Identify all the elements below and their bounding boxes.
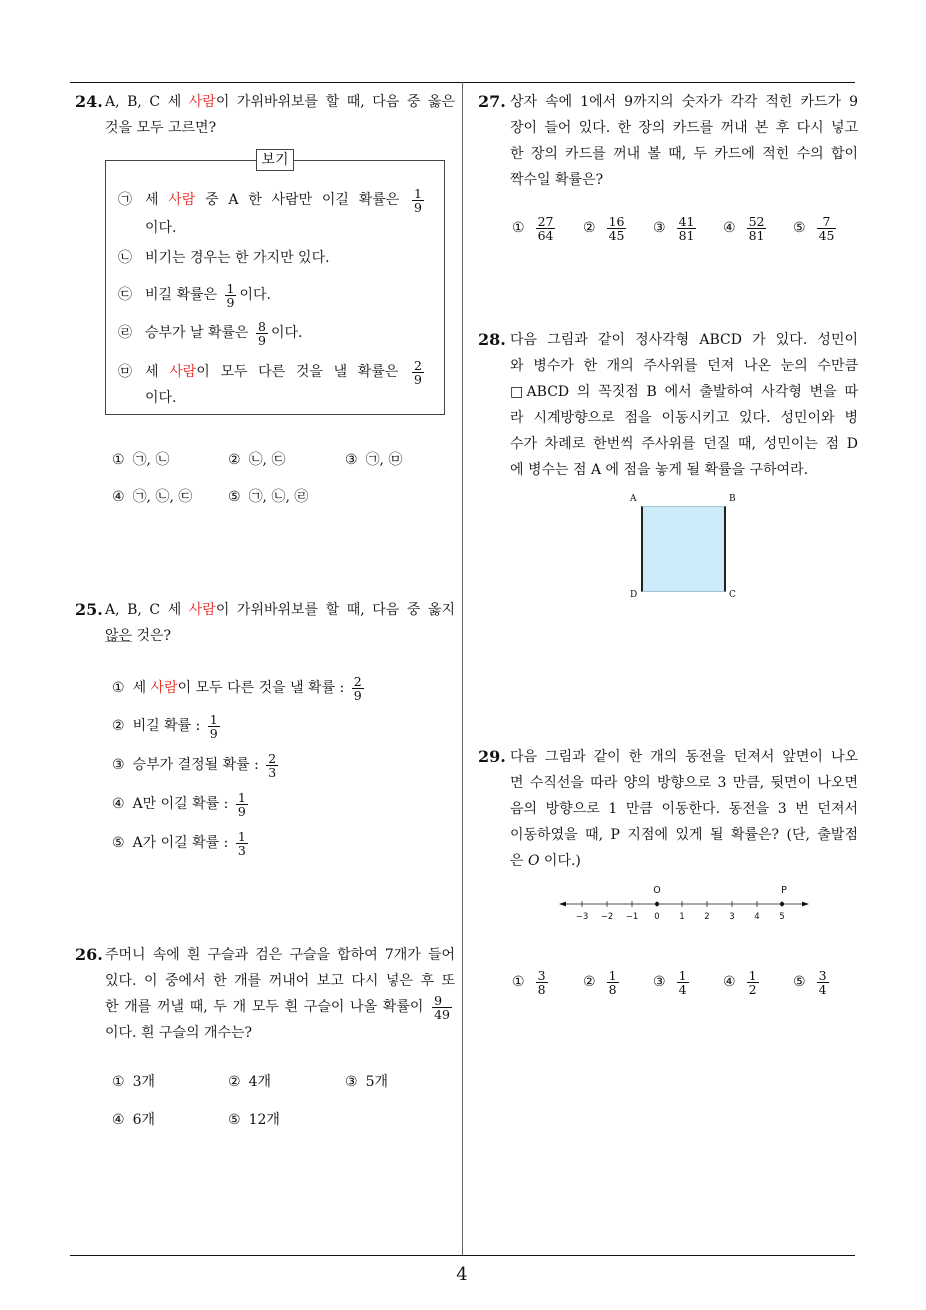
fraction-numerator: 9 xyxy=(432,994,452,1008)
choice-3 xyxy=(653,213,699,243)
choice-marker: ④ xyxy=(112,796,125,812)
fraction xyxy=(817,215,837,242)
fraction-numerator: 1 xyxy=(608,967,617,983)
vertex-label-a: A xyxy=(630,494,637,504)
fraction-numerator: 7 xyxy=(817,215,837,229)
choice-5 xyxy=(228,487,308,507)
question-text-line-2: 와 병수가 한 개의 주사위를 던져 나온 눈의 수만큼 xyxy=(510,358,858,374)
choice-text: A만 이길 확률 : xyxy=(132,796,229,812)
bogi-marker: ㉤ xyxy=(118,364,132,380)
choice-marker: ① xyxy=(112,1074,125,1090)
choice-text: 6개 xyxy=(132,1112,155,1128)
bogi-marker: ㉡ xyxy=(118,250,132,266)
text-segment: 이 가위바위보를 할 때, 다음 중 옳지 xyxy=(215,602,455,618)
fraction-numerator: 3 xyxy=(818,967,827,983)
question-text-line-5 xyxy=(510,851,581,871)
origin-symbol: O xyxy=(527,853,540,869)
fraction xyxy=(412,359,424,386)
fraction-denominator: 9 xyxy=(237,803,246,819)
choice-text: 3개 xyxy=(132,1074,155,1090)
text-segment: 이다. xyxy=(270,325,303,341)
choice-1 xyxy=(112,1072,155,1092)
fraction-numerator: 2 xyxy=(268,750,277,766)
choice-5 xyxy=(793,967,832,997)
fraction-numerator: 16 xyxy=(608,213,625,229)
fraction-denominator: 2 xyxy=(748,981,757,997)
question-number: 27. xyxy=(478,92,506,111)
fraction-numerator: 1 xyxy=(748,967,757,983)
question-text-line-2 xyxy=(105,626,171,646)
fraction-numerator: 2 xyxy=(353,673,362,689)
choice-1 xyxy=(112,450,169,470)
question-text-line-2: 면 수직선을 따라 양의 방향으로 3 만큼, 뒷면이 나오면 xyxy=(510,775,858,791)
origin-point xyxy=(655,902,659,906)
fraction xyxy=(412,187,424,214)
choice-marker: ③ xyxy=(345,1074,358,1090)
fraction-denominator: 9 xyxy=(226,294,235,310)
question-text-line-4: 라 시계방향으로 점을 이동시키고 있다. 성민이와 병 xyxy=(510,410,858,426)
choice-marker: ④ xyxy=(112,489,125,505)
fraction-denominator: 9 xyxy=(353,687,362,703)
text-segment: 이 모두 다른 것을 낼 확률 : xyxy=(177,680,345,696)
choice-marker: ③ xyxy=(345,452,358,468)
fraction xyxy=(225,282,237,309)
fraction xyxy=(432,994,452,1021)
text-segment: 이다.) xyxy=(539,853,581,869)
choice-marker: ⑤ xyxy=(112,835,125,851)
choice-marker: ⑤ xyxy=(228,489,241,505)
tick-label: 5 xyxy=(779,912,785,922)
fraction xyxy=(536,969,548,996)
fraction-numerator: 41 xyxy=(678,213,695,229)
choice-marker: ④ xyxy=(723,974,736,990)
text-segment: 세 xyxy=(132,680,151,696)
text-segment: 비길 확률은 xyxy=(145,287,218,303)
fraction xyxy=(236,830,248,857)
fraction-denominator: 8 xyxy=(608,981,617,997)
fraction-denominator: 45 xyxy=(818,227,835,243)
bogi-title: 보기 xyxy=(256,149,294,171)
fraction xyxy=(256,320,268,347)
fraction xyxy=(747,969,759,996)
text-segment: 한 개를 꺼낼 때, 두 개 모두 흰 구슬이 나올 확률이 xyxy=(105,999,424,1015)
choice-marker: ① xyxy=(112,452,125,468)
question-text-line-6: 에 병수는 점 A 에 점을 놓게 될 확률을 구하여라. xyxy=(510,462,809,478)
choice-marker: ⑤ xyxy=(793,220,806,236)
question-text-line-1: 다음 그림과 같이 한 개의 동전을 던져서 앞면이 나오 xyxy=(510,749,858,765)
bogi-item-e-continuation: 이다. xyxy=(145,390,177,406)
choice-marker: ② xyxy=(583,220,596,236)
tick-label: 1 xyxy=(679,912,685,922)
choice-3 xyxy=(112,750,281,780)
bogi-item-b: 비기는 경우는 한 가지만 있다. xyxy=(145,250,330,266)
choice-2 xyxy=(583,213,629,243)
choice-3 xyxy=(345,1072,388,1092)
question-number: 29. xyxy=(478,747,506,766)
square-abcd xyxy=(641,506,726,592)
choice-text: ㉠, ㉡, ㉣ xyxy=(248,489,309,505)
number-line xyxy=(558,880,810,926)
bogi-item-c xyxy=(145,280,271,310)
bogi-marker: ㉣ xyxy=(118,325,132,341)
fraction-denominator: 81 xyxy=(678,227,695,243)
question-text-line-2: 장이 들어 있다. 한 장의 카드를 꺼내 본 후 다시 넣고 xyxy=(510,120,858,136)
bogi-item-a-continuation: 이다. xyxy=(145,220,177,236)
choice-1 xyxy=(112,673,367,703)
fraction xyxy=(817,969,829,996)
choice-marker: ④ xyxy=(112,1112,125,1128)
fraction-numerator: 1 xyxy=(414,185,422,201)
fraction-numerator: 52 xyxy=(748,213,765,229)
question-text-line-2: 것을 모두 고르면? xyxy=(105,120,217,136)
vertex-label-b: B xyxy=(729,494,736,504)
choice-marker: ① xyxy=(512,974,525,990)
vertex-label-d: D xyxy=(630,590,638,600)
choice-marker: ③ xyxy=(653,220,666,236)
text-segment: A, B, C 세 xyxy=(105,602,189,618)
question-text-line-2: 있다. 이 중에서 한 개를 꺼내어 보고 다시 넣은 후 또 xyxy=(105,973,455,989)
question-text-line-4: 이다. 흰 구슬의 개수는? xyxy=(105,1025,253,1041)
choice-marker: ② xyxy=(228,452,241,468)
question-text-line-3: 음의 방향으로 1 만큼 이동한다. 동전을 3 번 던져서 xyxy=(510,801,858,817)
choice-4 xyxy=(723,967,762,997)
choice-text: ㉠, ㉤ xyxy=(365,452,403,468)
fraction-numerator: 27 xyxy=(537,213,554,229)
choice-text: 4개 xyxy=(248,1074,271,1090)
choice-marker: ③ xyxy=(653,974,666,990)
fraction-numerator: 1 xyxy=(678,967,687,983)
column-divider xyxy=(462,82,463,1256)
fraction-numerator: 8 xyxy=(258,318,266,334)
question-number: 24. xyxy=(75,92,103,111)
fraction xyxy=(236,791,248,818)
choice-marker: ④ xyxy=(723,220,736,236)
fraction xyxy=(607,969,619,996)
underlined-keyword: 않은 xyxy=(105,628,133,644)
choice-4 xyxy=(112,1110,155,1130)
choice-3 xyxy=(345,450,402,470)
page-number: 4 xyxy=(456,1264,468,1285)
point-p-label: P xyxy=(781,885,787,896)
keyword-highlight: 사람 xyxy=(169,364,197,380)
bogi-item-a xyxy=(145,185,427,215)
tick-label: 0 xyxy=(654,912,660,922)
fraction-numerator: 3 xyxy=(537,967,546,983)
bogi-marker: ㉠ xyxy=(118,192,132,208)
tick-label: 3 xyxy=(729,912,735,922)
bogi-item-e xyxy=(145,357,427,387)
choice-text: 승부가 결정될 확률 : xyxy=(132,757,259,773)
fraction xyxy=(208,713,220,740)
tick-label: −3 xyxy=(575,912,589,922)
question-number: 28. xyxy=(478,330,506,349)
question-text-line-1 xyxy=(105,92,455,112)
bottom-rule xyxy=(70,1255,855,1256)
choice-text: ㉠, ㉡ xyxy=(132,452,170,468)
bogi-item-d xyxy=(145,318,303,348)
question-text-line-1: 상자 속에 1에서 9까지의 숫자가 각각 적힌 카드가 9 xyxy=(510,94,858,110)
text-segment: 이 모두 다른 것을 낼 확률은 xyxy=(196,364,399,380)
question-text-line-1: 주머니 속에 흰 구슬과 검은 구슬을 합하여 7개가 들어 xyxy=(105,947,455,963)
question-text-line-4: 짝수일 확률은? xyxy=(510,172,604,188)
choice-marker: ② xyxy=(112,718,125,734)
choice-text: A가 이길 확률 : xyxy=(132,835,229,851)
text-segment: 세 xyxy=(145,192,169,208)
fraction-numerator: 2 xyxy=(414,357,422,373)
choice-4 xyxy=(112,487,192,507)
tick-label: 2 xyxy=(704,912,710,922)
choice-marker: ③ xyxy=(112,757,125,773)
choice-5 xyxy=(112,828,251,858)
choice-text: 12개 xyxy=(248,1112,280,1128)
question-text-line-4: 이동하였을 때, P 지점에 있게 될 확률은? (단, 출발점 xyxy=(510,827,858,843)
text-segment: 것은? xyxy=(132,628,172,644)
fraction-denominator: 9 xyxy=(414,199,422,215)
tick-label: −1 xyxy=(625,912,639,922)
choice-2 xyxy=(228,1072,271,1092)
question-number: 25. xyxy=(75,600,103,619)
text-segment: 은 xyxy=(510,853,528,869)
choice-5 xyxy=(228,1110,280,1130)
question-text-line-1 xyxy=(105,600,455,620)
bogi-marker: ㉢ xyxy=(118,287,132,303)
choice-marker: ① xyxy=(112,680,125,696)
fraction-denominator: 3 xyxy=(268,764,277,780)
keyword-highlight: 사람 xyxy=(150,680,178,696)
fraction-denominator: 9 xyxy=(258,332,266,348)
fraction-numerator: 1 xyxy=(237,828,246,844)
fraction-denominator: 4 xyxy=(678,981,687,997)
choice-marker: ② xyxy=(583,974,596,990)
origin-label: O xyxy=(653,885,661,896)
fraction-denominator: 9 xyxy=(209,725,218,741)
question-text-line-3: 한 장의 카드를 꺼내 볼 때, 두 카드에 적힌 수의 합이 xyxy=(510,146,858,162)
fraction xyxy=(536,215,556,242)
keyword-highlight: 사람 xyxy=(188,602,216,618)
text-segment: 이다. xyxy=(239,287,271,303)
point-p xyxy=(780,902,784,906)
fraction-denominator: 49 xyxy=(434,1006,450,1022)
choice-text: 5개 xyxy=(365,1074,388,1090)
question-text-line-3: □ABCD 의 꼭짓점 B 에서 출발하여 사각형 변을 따 xyxy=(510,384,858,400)
choice-marker: ② xyxy=(228,1074,241,1090)
fraction-denominator: 4 xyxy=(818,981,827,997)
fraction xyxy=(607,215,627,242)
fraction-numerator: 1 xyxy=(209,711,218,727)
fraction xyxy=(747,215,767,242)
fraction xyxy=(677,215,697,242)
choice-text: ㉡, ㉢ xyxy=(248,452,286,468)
tick-label: 4 xyxy=(754,912,760,922)
fraction xyxy=(352,675,364,702)
fraction xyxy=(266,752,278,779)
fraction-denominator: 3 xyxy=(237,842,246,858)
choice-5 xyxy=(793,213,839,243)
choice-1 xyxy=(512,967,551,997)
fraction-numerator: 1 xyxy=(237,789,246,805)
question-text-line-5: 수가 차례로 한번씩 주사위를 던질 때, 성민이는 점 D xyxy=(510,436,858,452)
choice-1 xyxy=(512,213,558,243)
text-segment: 중 A 한 사람만 이길 확률은 xyxy=(195,192,400,208)
fraction-denominator: 81 xyxy=(748,227,765,243)
text-segment: 이 가위바위보를 할 때, 다음 중 옳은 xyxy=(215,94,455,110)
choice-2 xyxy=(112,711,223,741)
text-segment: 승부가 날 확률은 xyxy=(145,325,249,341)
choice-4 xyxy=(112,789,251,819)
text-segment: A, B, C 세 xyxy=(105,94,189,110)
choice-2 xyxy=(583,967,622,997)
arrow-left-icon xyxy=(559,902,566,907)
fraction-denominator: 8 xyxy=(537,981,546,997)
fraction-numerator: 1 xyxy=(226,280,235,296)
question-number: 26. xyxy=(75,945,103,964)
choice-2 xyxy=(228,450,285,470)
choice-4 xyxy=(723,213,769,243)
keyword-highlight: 사람 xyxy=(188,94,216,110)
fraction-denominator: 45 xyxy=(608,227,625,243)
vertex-label-c: C xyxy=(729,590,736,600)
fraction-denominator: 9 xyxy=(414,371,422,387)
choice-marker: ⑤ xyxy=(228,1112,241,1128)
choice-3 xyxy=(653,967,692,997)
question-text-line-1: 다음 그림과 같이 정사각형 ABCD 가 있다. 성민이 xyxy=(510,332,858,348)
choice-marker: ⑤ xyxy=(793,974,806,990)
tick-label: −2 xyxy=(600,912,614,922)
keyword-highlight: 사람 xyxy=(168,192,196,208)
text-segment: 세 xyxy=(145,364,170,380)
fraction xyxy=(677,969,689,996)
fraction-denominator: 64 xyxy=(537,227,554,243)
choice-marker: ① xyxy=(512,220,525,236)
arrow-right-icon xyxy=(802,902,809,907)
choice-text: 비길 확률 : xyxy=(132,718,201,734)
question-text-line-3 xyxy=(105,992,455,1022)
choice-text: ㉠, ㉡, ㉢ xyxy=(132,489,193,505)
